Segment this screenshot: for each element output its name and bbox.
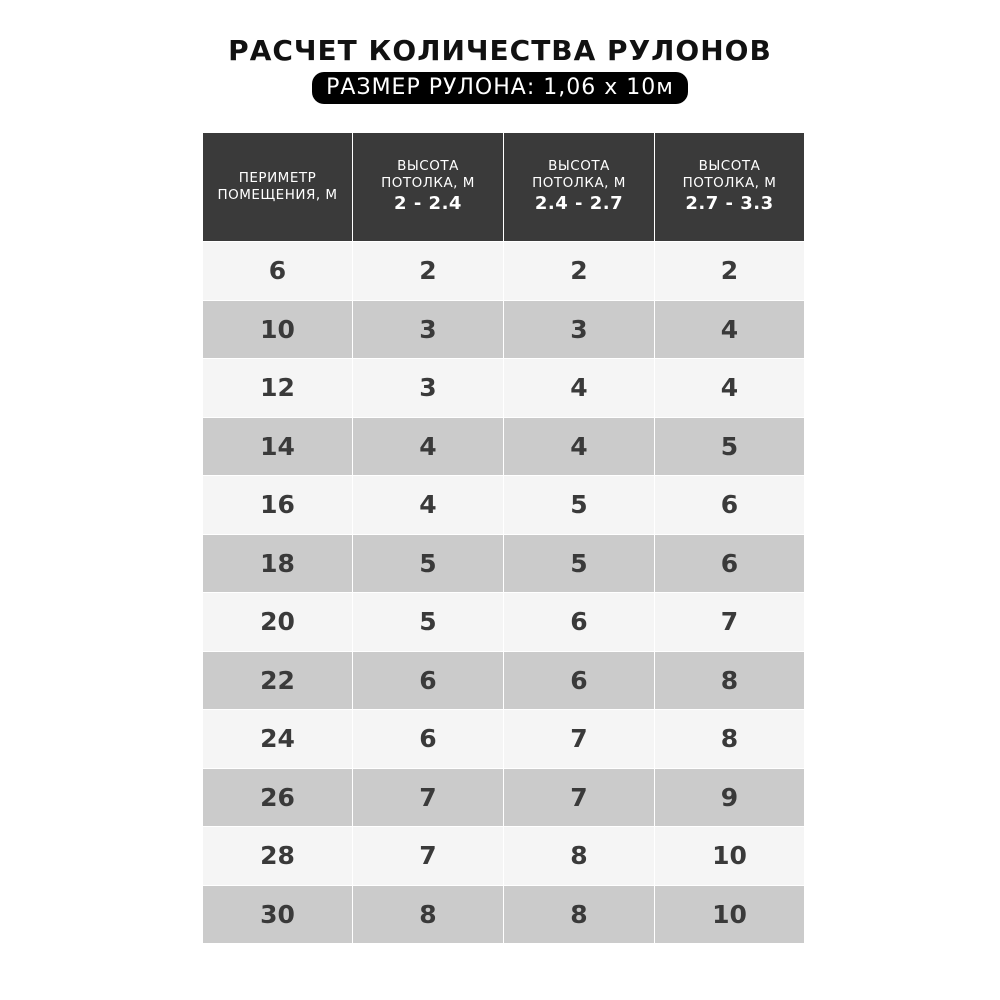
roll-size-badge: РАЗМЕР РУЛОНА: 1,06 х 10м: [312, 72, 688, 104]
perimeter-cell: 18: [203, 535, 352, 593]
table-body: [203, 241, 803, 943]
rolls-count-cell: 6: [504, 593, 654, 651]
perimeter-cell: 10: [203, 301, 352, 359]
subtitle-container: [0, 72, 1000, 104]
header-range: 2.7 - 3.3: [685, 193, 774, 214]
header-height-3: [655, 133, 804, 241]
perimeter-cell: 26: [203, 769, 352, 827]
rolls-count-cell: 7: [655, 593, 804, 651]
rolls-count-cell: 10: [655, 827, 804, 885]
table-row: [203, 242, 803, 300]
perimeter-cell: 14: [203, 418, 352, 476]
perimeter-cell: 22: [203, 652, 352, 710]
rolls-count-cell: 4: [504, 359, 654, 417]
rolls-count-cell: 4: [504, 418, 654, 476]
perimeter-cell: 20: [203, 593, 352, 651]
header-label: ВЫСОТА ПОТОЛКА, М: [682, 158, 777, 191]
rolls-count-cell: 6: [504, 652, 654, 710]
perimeter-cell: 30: [203, 886, 352, 944]
table-row: [203, 535, 803, 593]
rolls-count-cell: 7: [353, 827, 503, 885]
header-range: 2 - 2.4: [394, 193, 462, 214]
rolls-count-cell: 10: [655, 886, 804, 944]
header-label: ПЕРИМЕТР ПОМЕЩЕНИЯ, М: [217, 170, 338, 203]
rolls-count-cell: 8: [655, 652, 804, 710]
perimeter-cell: 28: [203, 827, 352, 885]
table-row: [203, 359, 803, 417]
rolls-count-cell: 7: [353, 769, 503, 827]
rolls-count-cell: 5: [504, 476, 654, 534]
rolls-count-cell: 7: [504, 769, 654, 827]
table-row: [203, 827, 803, 885]
header-height-1: [353, 133, 503, 241]
rolls-count-cell: 8: [504, 827, 654, 885]
rolls-count-cell: 3: [353, 301, 503, 359]
table-row: [203, 593, 803, 651]
table-row: [203, 652, 803, 710]
rolls-count-cell: 2: [504, 242, 654, 300]
rolls-count-cell: 3: [504, 301, 654, 359]
rolls-count-cell: 6: [655, 476, 804, 534]
header-height-2: [504, 133, 654, 241]
perimeter-cell: 24: [203, 710, 352, 768]
rolls-count-cell: 4: [655, 359, 804, 417]
perimeter-cell: 12: [203, 359, 352, 417]
rolls-count-cell: 5: [353, 535, 503, 593]
table-row: [203, 769, 803, 827]
rolls-count-cell: 7: [504, 710, 654, 768]
rolls-table: [203, 133, 803, 943]
table-row: [203, 886, 803, 944]
rolls-count-cell: 5: [504, 535, 654, 593]
rolls-count-cell: 4: [353, 418, 503, 476]
header-range: 2.4 - 2.7: [534, 193, 624, 214]
rolls-count-cell: 8: [353, 886, 503, 944]
table-row: [203, 710, 803, 768]
page-title: РАСЧЕТ КОЛИЧЕСТВА РУЛОНОВ: [228, 34, 772, 67]
rolls-count-cell: 8: [504, 886, 654, 944]
rolls-count-cell: 2: [655, 242, 804, 300]
rolls-count-cell: 8: [655, 710, 804, 768]
rolls-count-cell: 4: [353, 476, 503, 534]
rolls-count-cell: 6: [655, 535, 804, 593]
table-row: [203, 418, 803, 476]
perimeter-cell: 6: [203, 242, 352, 300]
table-row: [203, 301, 803, 359]
perimeter-cell: 16: [203, 476, 352, 534]
rolls-count-cell: 5: [655, 418, 804, 476]
rolls-count-cell: 2: [353, 242, 503, 300]
rolls-count-cell: 3: [353, 359, 503, 417]
rolls-count-cell: 9: [655, 769, 804, 827]
table-row: [203, 476, 803, 534]
header-perimeter: [203, 133, 352, 241]
table-header-row: [203, 133, 803, 241]
rolls-count-cell: 5: [353, 593, 503, 651]
header-label: ВЫСОТА ПОТОЛКА, М: [532, 158, 626, 191]
rolls-count-cell: 6: [353, 652, 503, 710]
rolls-count-cell: 6: [353, 710, 503, 768]
rolls-count-cell: 4: [655, 301, 804, 359]
header-label: ВЫСОТА ПОТОЛКА, М: [381, 158, 475, 191]
